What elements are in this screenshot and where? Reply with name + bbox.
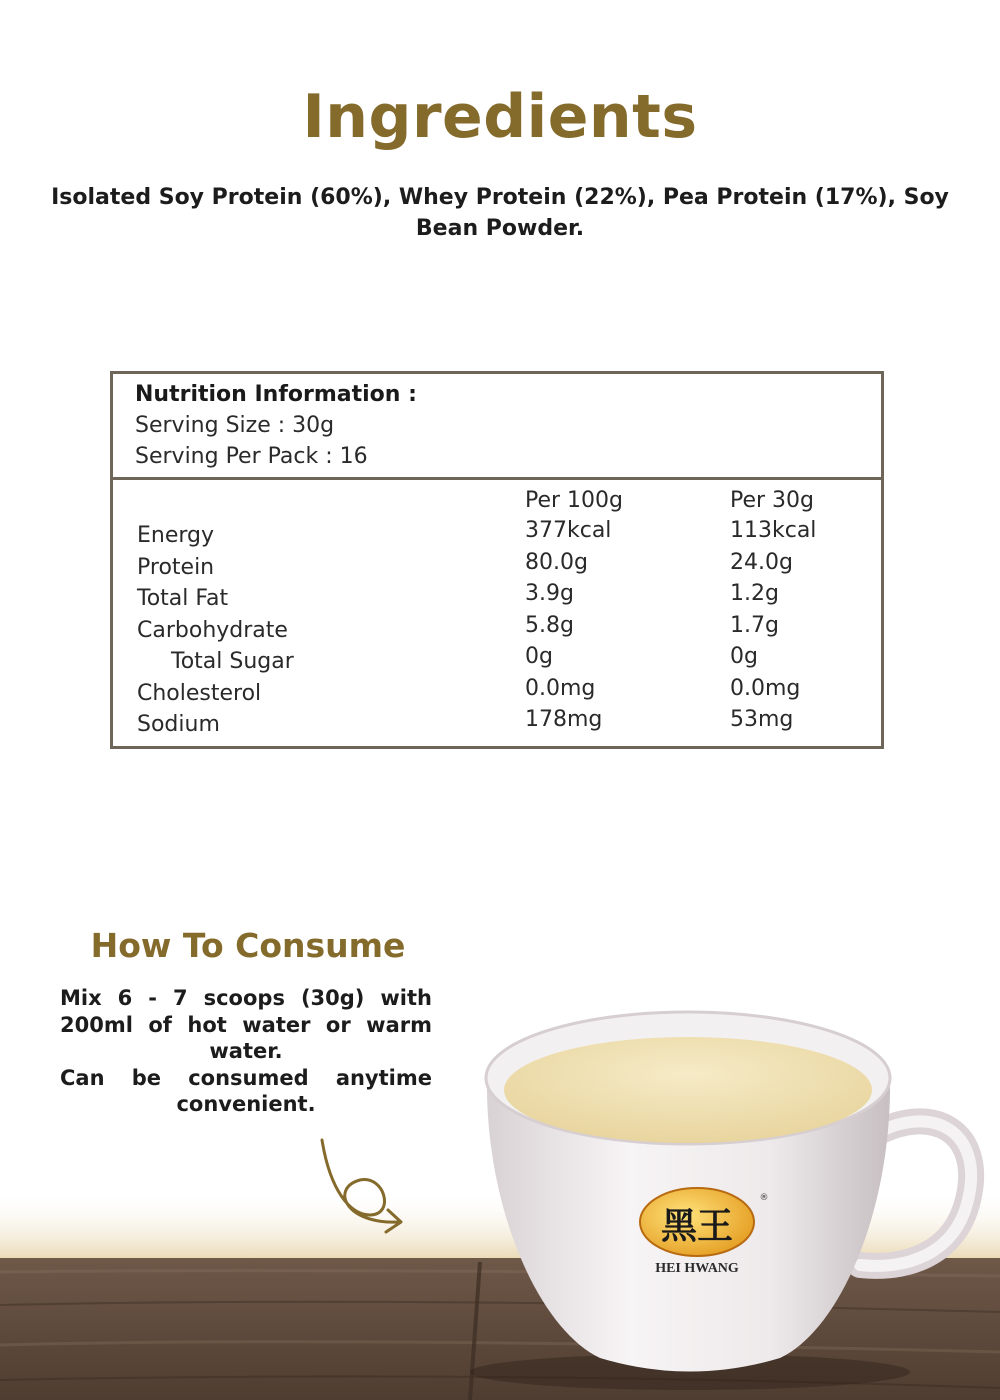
brand-logo-glyphs: 黑王 (660, 1205, 734, 1247)
value-per30g: 113kcal (730, 518, 817, 543)
nutrition-row (113, 707, 881, 738)
value-per30g: 1.7g (730, 612, 779, 638)
value-per100g: 377kcal (525, 518, 612, 543)
page-title: Ingredients (302, 82, 698, 152)
value-per30g: 53mg (730, 707, 794, 732)
instruction-line: Can be consumed anytime (60, 1065, 432, 1090)
value-per30g: 0g (730, 644, 758, 669)
nutrition-row (113, 644, 881, 675)
nutrition-title: Nutrition Information : (135, 382, 417, 407)
value-per100g: 80.0g (525, 549, 588, 575)
instruction-line: 200ml of hot water or warm (60, 1012, 432, 1037)
how-to-consume-title: How To Consume (90, 926, 406, 965)
nutrition-row (113, 550, 881, 581)
serving-size: Serving Size : 30g (135, 413, 335, 438)
value-per30g: 1.2g (730, 581, 779, 606)
column-header-per30g: Per 30g (730, 488, 815, 513)
nutrition-row (113, 518, 881, 549)
value-per100g: 0.0mg (525, 675, 596, 701)
nutrient-label: Protein (137, 554, 215, 580)
nutrient-label: Energy (137, 523, 215, 548)
value-per30g: 24.0g (730, 549, 793, 575)
nutrition-panel (110, 371, 884, 749)
nutrient-label: Carbohydrate (137, 617, 288, 643)
value-per100g: 178mg (525, 707, 603, 732)
ingredients-text: Isolated Soy Protein (60%), Whey Protein (22%), Pea Protein (17%), Soy Bean Powder. (51, 185, 949, 241)
instruction-line: water. (209, 1039, 283, 1063)
nutrition-row (113, 581, 881, 612)
nutrient-label: Total Sugar (171, 649, 294, 674)
value-per30g: 0.0mg (730, 675, 801, 701)
value-per100g: 0g (525, 644, 553, 669)
value-per100g: 3.9g (525, 581, 574, 606)
serving-per-pack: Serving Per Pack : 16 (135, 444, 368, 469)
instruction-line: convenient. (176, 1092, 316, 1116)
nutrition-row (113, 676, 881, 707)
nutrient-label: Sodium (137, 712, 220, 737)
column-header-per100g: Per 100g (525, 488, 624, 513)
brand-name: HEI HWANG (655, 1261, 739, 1276)
nutrition-row (113, 613, 881, 644)
instruction-line: Mix 6 - 7 scoops (30g) with (60, 986, 432, 1010)
nutrient-label: Total Fat (137, 586, 229, 611)
registered-mark: ® (759, 1193, 769, 1203)
nutrition-header (113, 374, 881, 480)
value-per100g: 5.8g (525, 612, 574, 638)
how-to-consume-text (60, 985, 432, 1118)
nutrient-label: Cholesterol (137, 680, 262, 706)
